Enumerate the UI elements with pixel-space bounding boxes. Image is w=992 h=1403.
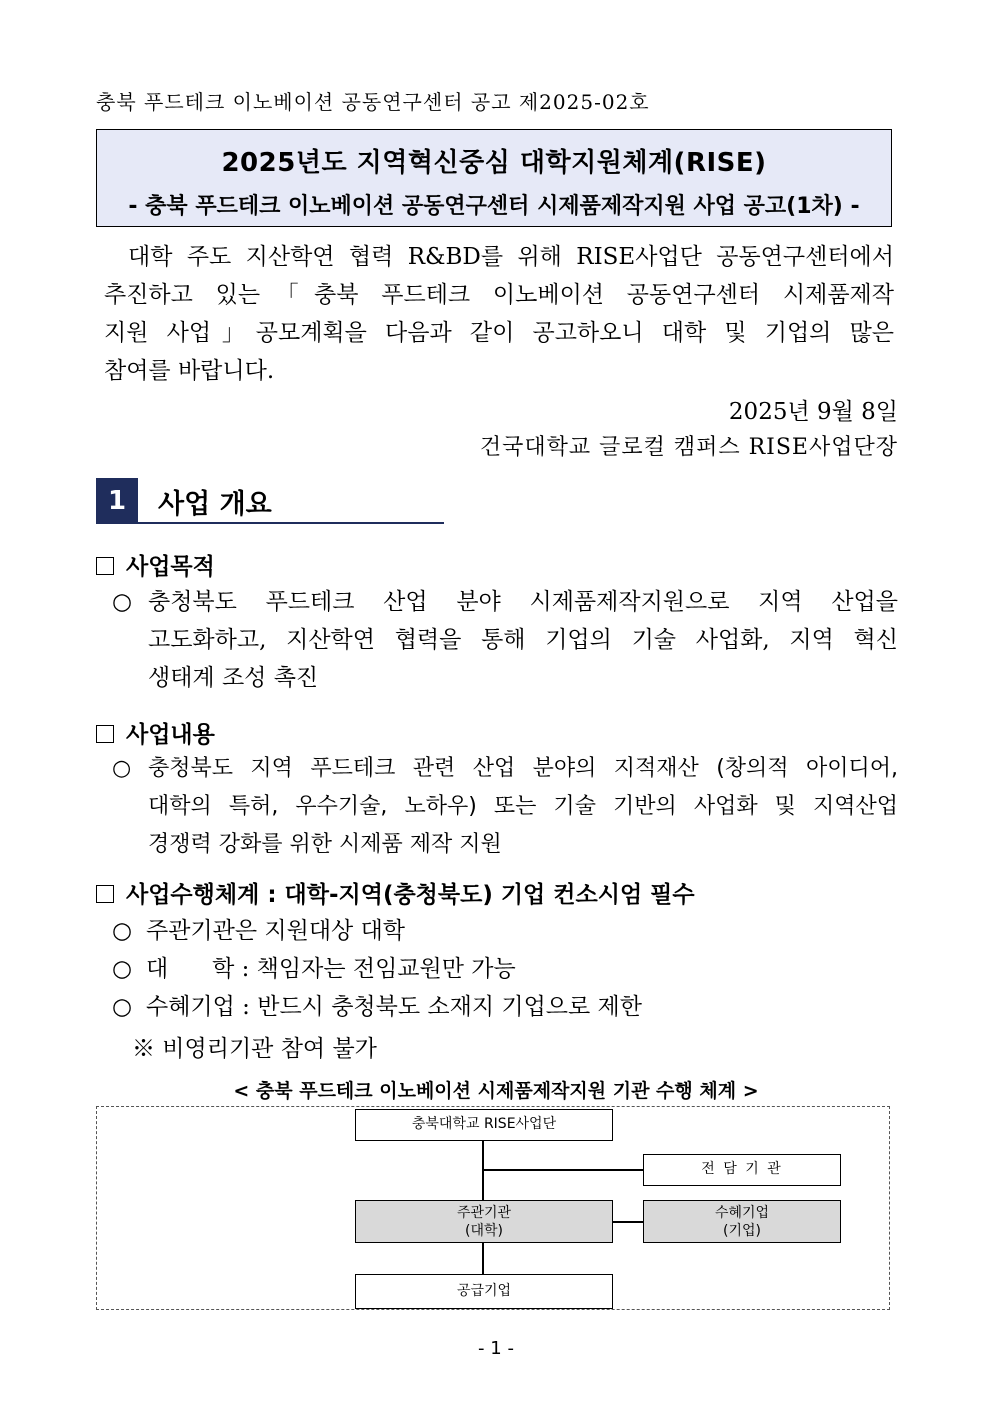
document-title: 2025년도 지역혁신중심 대학지원체계(RISE) <box>221 148 767 178</box>
system-item <box>112 950 516 988</box>
org-diagram <box>96 1106 890 1310</box>
diagram-beneficiary-label: 수혜기업 <box>714 1205 770 1221</box>
connector-line <box>482 1169 643 1171</box>
system-heading-text: 사업수행체계 : 대학-지역(충청북도) 기업 컨소시엄 필수 <box>126 882 695 908</box>
purpose-heading-text: 사업목적 <box>126 554 215 580</box>
circle-bullet-icon: ○ <box>112 956 133 982</box>
system-item-text: 주관기관은 지원대상 대학 <box>146 918 406 944</box>
content-line: 대학의 특허, 우수기술, 노하우) 또는 기술 기반의 사업화 및 지역산업 <box>148 794 898 819</box>
diagram-beneficiary-sublabel: (기업) <box>723 1223 761 1239</box>
system-item-text: : 책임자는 전임교원만 가능 <box>234 956 516 982</box>
page-number: - 1 - <box>478 1338 514 1359</box>
checkbox-square-icon <box>96 557 114 575</box>
diagram-box-host <box>355 1200 613 1243</box>
intro-line: 참여를 바랍니다. <box>104 358 275 384</box>
connector-line <box>482 1242 484 1274</box>
system-item <box>112 912 405 950</box>
diagram-box-dedicated <box>643 1154 841 1186</box>
document-subtitle: - 충북 푸드테크 이노베이션 공동연구센터 시제품제작지원 사업 공고(1차) - <box>128 194 860 219</box>
circle-bullet-icon: ○ <box>112 756 132 781</box>
intro-paragraph <box>104 238 894 390</box>
system-item-label: 대 학 <box>146 956 235 982</box>
intro-line: 추진하고 있는「충북 푸드테크 이노베이션 공동연구센터 시제품제작 <box>104 282 894 308</box>
checkbox-square-icon <box>96 725 114 743</box>
content-heading <box>96 716 215 749</box>
notice-number: 충북 푸드테크 이노베이션 공동연구센터 공고 제2025-02호 <box>96 90 650 114</box>
diagram-box-beneficiary <box>643 1200 841 1243</box>
content-heading-text: 사업내용 <box>126 722 215 748</box>
issuer: 건국대학교 글로컬 캠퍼스 RISE사업단장 <box>479 435 898 460</box>
title-box <box>96 129 892 227</box>
intro-line: 대학 주도 지산학연 협력 R&BD를 위해 RISE사업단 공동연구센터에서 <box>128 244 894 270</box>
intro-line: 지원 사업」공모계획을 다음과 같이 공고하오니 대학 및 기업의 많은 <box>104 320 894 346</box>
diagram-host-label: 주관기관 <box>456 1205 512 1221</box>
content-line: 충청북도 지역 푸드테크 관련 산업 분야의 지적재산 (창의적 아이디어, <box>148 756 898 781</box>
purpose-line: 생태계 조성 촉진 <box>148 665 319 691</box>
system-note: ※ 비영리기관 참여 불가 <box>132 1036 377 1062</box>
diagram-box-top <box>355 1109 613 1141</box>
connector-line <box>612 1221 643 1223</box>
diagram-caption: < 충북 푸드테크 이노베이션 시제품제작지원 기관 수행 체계 > <box>233 1080 759 1102</box>
diagram-top-label: 충북대학교 RISE사업단 <box>411 1116 557 1132</box>
circle-bullet-icon: ○ <box>112 994 133 1020</box>
circle-bullet-icon: ○ <box>112 918 133 944</box>
purpose-line: 충청북도 푸드테크 산업 분야 시제품제작지원으로 지역 산업을 <box>148 589 898 615</box>
system-item-text: 수혜기업 : 반드시 충청북도 소재지 기업으로 제한 <box>146 994 642 1020</box>
purpose-heading <box>96 548 215 581</box>
diagram-supplier-label: 공급기업 <box>456 1283 512 1299</box>
circle-bullet-icon: ○ <box>112 589 133 615</box>
purpose-bullet <box>112 583 898 697</box>
purpose-line: 고도화하고, 지산학연 협력을 통해 기업의 기술 사업화, 지역 혁신 <box>148 627 898 653</box>
section-underline <box>96 522 444 524</box>
diagram-dedicated-label: 전 담 기 관 <box>701 1161 783 1177</box>
system-heading <box>96 876 695 909</box>
section-title: 사업 개요 <box>158 489 272 520</box>
section-number: 1 <box>96 478 138 524</box>
checkbox-square-icon <box>96 885 114 903</box>
diagram-host-sublabel: (대학) <box>465 1223 503 1239</box>
diagram-box-supplier <box>355 1274 613 1309</box>
content-line: 경쟁력 강화를 위한 시제품 제작 지원 <box>148 832 502 857</box>
notice-date: 2025년 9월 8일 <box>728 399 898 425</box>
content-bullet <box>112 750 898 864</box>
system-item <box>112 988 642 1026</box>
